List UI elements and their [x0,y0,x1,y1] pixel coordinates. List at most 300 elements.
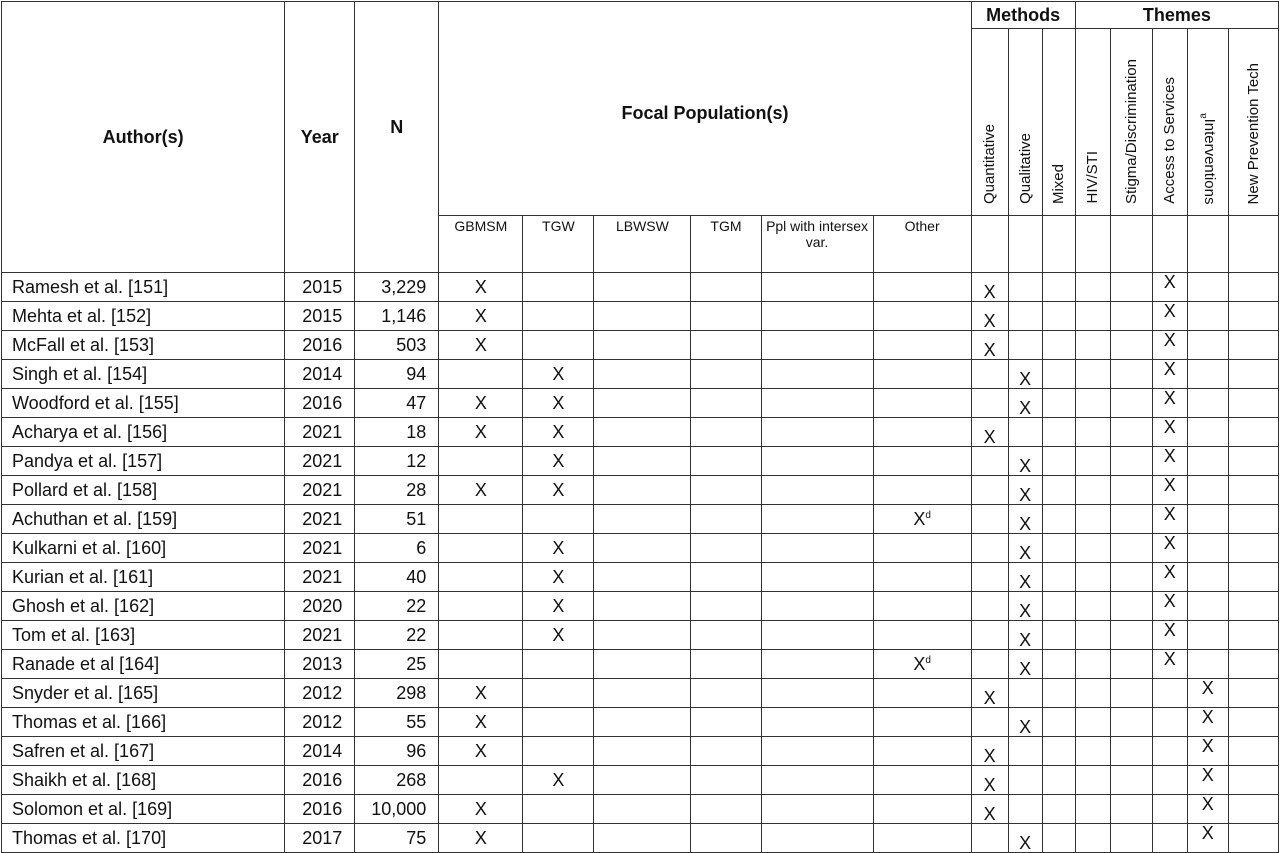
themes-cell [1152,418,1187,447]
methods-cell [1042,331,1075,360]
gbmsm-header: GBMSM [439,216,523,273]
focal-cell [873,592,971,621]
methods-cell [1008,592,1042,621]
x-mark: X [983,340,996,360]
focal-cell [873,331,971,360]
focal-cell [873,650,971,679]
themes-cell [1228,331,1278,360]
year-header: Year [285,2,355,273]
methods-cell [1042,708,1075,737]
themes-cell [1075,592,1110,621]
focal-cell [439,824,523,853]
methods-cell [971,679,1008,708]
table-row [2,418,1279,447]
focal-cell [761,389,873,418]
x-mark: X [552,595,565,616]
methods-cell [1042,592,1075,621]
x-mark: X [474,421,487,442]
themes-cell [1110,273,1152,302]
review-table [1,1,1279,853]
focal-cell [691,708,761,737]
themes-cell [1152,302,1187,331]
focal-cell [873,360,971,389]
focal-cell [523,737,594,766]
themes-cell [1187,476,1228,505]
other-header: Other [873,216,971,273]
focal-cell [761,418,873,447]
year-cell: 2014 [285,360,355,389]
themes-cell [1187,273,1228,302]
author-cell: Solomon et al. [169] [2,795,285,824]
n-cell: 22 [355,592,439,621]
focal-cell [594,505,691,534]
themes-cell [1075,534,1110,563]
x-mark: X [1163,533,1176,553]
table-row [2,447,1279,476]
themes-cell [1110,824,1152,853]
themes-cell [1110,592,1152,621]
focal-cell [523,795,594,824]
themes-cell [1110,679,1152,708]
x-mark: X [1163,330,1176,350]
table-row [2,302,1279,331]
focal-cell [594,679,691,708]
table-row [2,766,1279,795]
n-cell: 10,000 [355,795,439,824]
x-mark: X [552,537,565,558]
themes-cell [1110,447,1152,476]
intersex-header: Ppl with intersex var. [761,216,873,273]
author-cell: Thomas et al. [170] [2,824,285,853]
themes-cell [1075,708,1110,737]
focal-cell [594,476,691,505]
x-mark: X [1163,475,1176,495]
focal-cell [761,563,873,592]
themes-cell [1075,679,1110,708]
x-mark: X [474,479,487,500]
methods-cell [1042,302,1075,331]
focal-cell [691,505,761,534]
focal-cell [439,621,523,650]
author-cell: Kurian et al. [161] [2,563,285,592]
methods-cell [1008,389,1042,418]
themes-cell [1110,737,1152,766]
focal-cell [594,418,691,447]
focal-cell [594,592,691,621]
tgm-header: TGM [691,216,761,273]
methods-cell [1008,360,1042,389]
author-cell: Ranade et al [164] [2,650,285,679]
methods-cell [971,737,1008,766]
year-cell: 2021 [285,505,355,534]
focal-cell [873,737,971,766]
focal-cell [691,795,761,824]
x-mark: X [1163,620,1176,640]
themes-cell [1228,737,1278,766]
themes-cell [1228,273,1278,302]
focal-cell [439,476,523,505]
themes-cell [1075,737,1110,766]
n-cell: 1,146 [355,302,439,331]
focal-cell [873,679,971,708]
x-mark: X [913,653,926,674]
methods-cell [1042,824,1075,853]
x-mark: X [1163,504,1176,524]
themes-cell [1187,766,1228,795]
x-mark: X [1201,765,1214,785]
focal-cell [594,795,691,824]
themes-cell [1075,273,1110,302]
x-mark: X [1019,369,1032,389]
focal-cell [439,563,523,592]
x-mark: X [552,392,565,413]
methods-cell [1008,273,1042,302]
themes-cell [1110,563,1152,592]
methods-cell [971,824,1008,853]
tgw-header: TGW [523,216,594,273]
n-cell: 503 [355,331,439,360]
methods-cell [971,331,1008,360]
focal-cell [439,389,523,418]
methods-cell [1008,766,1042,795]
focal-cell [523,331,594,360]
focal-cell [439,418,523,447]
focal-cell [523,360,594,389]
focal-cell [761,679,873,708]
focal-cell [523,563,594,592]
methods-cell [1008,331,1042,360]
themes-cell [1187,302,1228,331]
methods-cell [1042,505,1075,534]
methods-cell [1008,302,1042,331]
x-mark: X [1163,446,1176,466]
n-cell: 28 [355,476,439,505]
themes-cell [1152,389,1187,418]
focal-cell [439,534,523,563]
x-mark: X [474,334,487,355]
focal-cell [594,766,691,795]
themes-cell [1187,592,1228,621]
focal-cell [873,447,971,476]
x-mark: X [983,427,996,447]
focal-cell [873,795,971,824]
year-cell: 2021 [285,476,355,505]
themes-cell [1187,650,1228,679]
focal-population-header: Focal Population(s) [439,2,971,216]
themes-cell [1228,302,1278,331]
methods-cell [1042,563,1075,592]
n-cell: 75 [355,824,439,853]
focal-cell [439,679,523,708]
focal-cell [439,331,523,360]
table-body [2,273,1279,853]
table-row [2,534,1279,563]
themes-cell [1187,795,1228,824]
author-cell: Mehta et al. [152] [2,302,285,331]
x-mark: X [474,392,487,413]
focal-cell [691,389,761,418]
x-mark: X [552,566,565,587]
methods-cell [1008,679,1042,708]
focal-cell [761,447,873,476]
focal-cell [691,592,761,621]
themes-cell [1228,708,1278,737]
n-cell: 3,229 [355,273,439,302]
x-mark: X [552,421,565,442]
methods-cell [971,476,1008,505]
themes-cell [1110,766,1152,795]
author-cell: Singh et al. [154] [2,360,285,389]
focal-cell [523,824,594,853]
table-row [2,650,1279,679]
focal-cell [761,273,873,302]
focal-cell [523,534,594,563]
focal-cell [439,795,523,824]
focal-cell [594,621,691,650]
author-cell: Ramesh et al. [151] [2,273,285,302]
themes-cell [1152,273,1187,302]
x-mark: X [1163,562,1176,582]
n-cell: 51 [355,505,439,534]
year-cell: 2013 [285,650,355,679]
x-mark: X [1019,398,1032,418]
methods-cell [971,766,1008,795]
themes-cell [1110,476,1152,505]
focal-cell [691,360,761,389]
focal-cell [761,360,873,389]
x-mark: X [983,804,996,824]
x-mark: X [1019,630,1032,650]
x-mark: X [1163,591,1176,611]
themes-cell [1075,447,1110,476]
focal-cell [691,418,761,447]
year-cell: 2016 [285,331,355,360]
x-mark: X [552,450,565,471]
themes-cell [1110,708,1152,737]
themes-cell [1075,824,1110,853]
focal-cell [761,708,873,737]
x-mark: X [552,363,565,384]
author-cell: Thomas et al. [166] [2,708,285,737]
focal-cell [523,650,594,679]
themes-cell [1228,389,1278,418]
author-cell: Acharya et al. [156] [2,418,285,447]
themes-cell [1228,505,1278,534]
table-row [2,621,1279,650]
x-mark: X [474,682,487,703]
themes-cell [1152,592,1187,621]
x-mark: X [474,711,487,732]
table-row [2,389,1279,418]
x-mark: X [474,740,487,761]
x-mark: X [1163,301,1176,321]
focal-cell [523,505,594,534]
focal-cell [873,621,971,650]
focal-cell [691,534,761,563]
mixed-header: Mixed [1042,29,1075,216]
methods-cell [971,650,1008,679]
year-cell: 2016 [285,389,355,418]
focal-cell [873,766,971,795]
methods-cell [1008,824,1042,853]
themes-cell [1228,679,1278,708]
focal-cell [594,650,691,679]
themes-cell [1110,505,1152,534]
lbwsw-header: LBWSW [594,216,691,273]
focal-cell [439,708,523,737]
themes-cell [1187,737,1228,766]
focal-cell [523,476,594,505]
x-mark: X [552,769,565,790]
methods-cell [1042,389,1075,418]
themes-cell [1075,302,1110,331]
focal-cell [761,621,873,650]
themes-cell [1152,766,1187,795]
focal-cell [761,505,873,534]
themes-cell [1187,389,1228,418]
author-cell: Shaikh et al. [168] [2,766,285,795]
methods-cell [1042,679,1075,708]
x-mark: X [1201,794,1214,814]
methods-cell [1042,795,1075,824]
themes-cell [1228,360,1278,389]
x-mark: X [474,305,487,326]
author-header: Author(s) [2,2,285,273]
author-cell: Woodford et al. [155] [2,389,285,418]
themes-cell [1075,360,1110,389]
focal-cell [691,679,761,708]
focal-cell [873,302,971,331]
focal-cell [691,621,761,650]
methods-cell [1042,273,1075,302]
x-mark: X [1019,456,1032,476]
year-cell: 2016 [285,766,355,795]
qualitative-header: Qualitative [1008,29,1042,216]
focal-cell [523,621,594,650]
focal-cell [691,331,761,360]
x-mark: X [474,798,487,819]
n-cell: 96 [355,737,439,766]
focal-cell [691,824,761,853]
focal-cell [761,824,873,853]
focal-cell [761,534,873,563]
methods-cell [971,418,1008,447]
year-cell: 2020 [285,592,355,621]
x-mark: X [1019,833,1032,853]
methods-cell [971,505,1008,534]
x-mark: X [552,479,565,500]
themes-cell [1228,766,1278,795]
focal-cell [439,302,523,331]
focal-cell [439,360,523,389]
focal-cell [873,389,971,418]
table-row [2,824,1279,853]
focal-cell [439,273,523,302]
themes-cell [1075,418,1110,447]
methods-cell [971,621,1008,650]
n-cell: 6 [355,534,439,563]
methods-cell [971,360,1008,389]
new-prevention-tech-header: New Prevention Tech [1228,29,1278,216]
themes-cell [1187,360,1228,389]
year-cell: 2012 [285,679,355,708]
x-mark: X [474,827,487,848]
year-cell: 2021 [285,621,355,650]
methods-cell [1042,418,1075,447]
n-cell: 268 [355,766,439,795]
themes-cell [1152,447,1187,476]
themes-cell [1110,389,1152,418]
themes-cell [1075,621,1110,650]
focal-cell [761,795,873,824]
themes-cell [1152,534,1187,563]
year-cell: 2021 [285,447,355,476]
focal-cell [761,650,873,679]
focal-cell [439,766,523,795]
author-cell: McFall et al. [153] [2,331,285,360]
methods-cell [1042,737,1075,766]
methods-cell [1008,418,1042,447]
author-cell: Achuthan et al. [159] [2,505,285,534]
methods-cell [1042,447,1075,476]
author-cell: Safren et al. [167] [2,737,285,766]
methods-cell [971,563,1008,592]
x-mark: X [983,688,996,708]
x-mark: X [1201,736,1214,756]
focal-cell [761,331,873,360]
focal-cell [691,447,761,476]
table-row [2,679,1279,708]
year-cell: 2016 [285,795,355,824]
author-cell: Pollard et al. [158] [2,476,285,505]
x-mark: X [1201,678,1214,698]
themes-cell [1110,795,1152,824]
focal-cell [761,302,873,331]
methods-cell [971,447,1008,476]
table-row [2,360,1279,389]
focal-cell [594,534,691,563]
x-mark: X [1019,659,1032,679]
x-mark: X [983,746,996,766]
author-cell: Tom et al. [163] [2,621,285,650]
themes-cell [1152,331,1187,360]
methods-header: Methods [971,2,1075,29]
themes-cell [1228,447,1278,476]
n-cell: 94 [355,360,439,389]
table-row [2,563,1279,592]
x-mark: X [1019,543,1032,563]
themes-cell [1187,331,1228,360]
author-cell: Ghosh et al. [162] [2,592,285,621]
focal-cell [594,563,691,592]
focal-cell [439,650,523,679]
themes-cell [1110,302,1152,331]
themes-cell [1075,331,1110,360]
x-mark: X [1163,359,1176,379]
methods-cell [971,708,1008,737]
n-header: N [355,2,439,273]
themes-cell [1152,505,1187,534]
focal-cell [594,331,691,360]
focal-cell [439,737,523,766]
focal-cell [523,418,594,447]
focal-cell [691,476,761,505]
focal-cell [873,708,971,737]
x-mark: X [1201,707,1214,727]
themes-cell [1187,505,1228,534]
year-cell: 2015 [285,273,355,302]
themes-cell [1228,795,1278,824]
